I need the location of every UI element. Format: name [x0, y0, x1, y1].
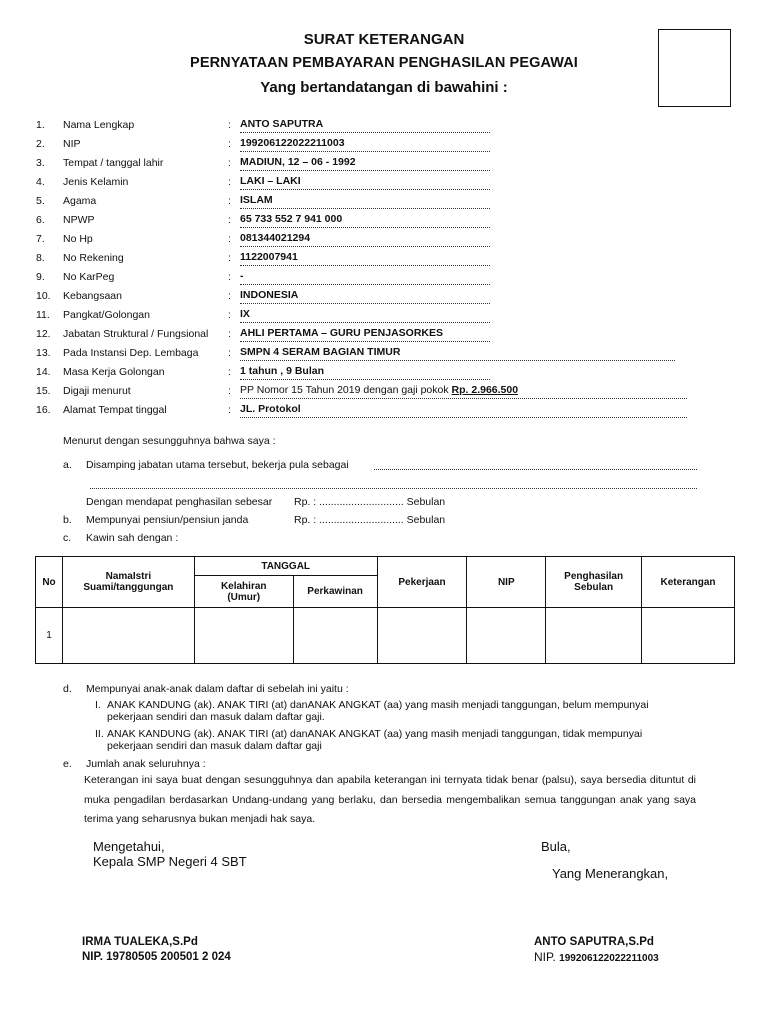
field-value[interactable]: -: [240, 270, 490, 285]
field-colon: :: [228, 385, 231, 397]
header-nip: NIP: [467, 557, 546, 608]
item-c-num: c.: [63, 532, 72, 544]
field-label: No Rekening: [63, 252, 124, 264]
field-colon: :: [228, 176, 231, 188]
item-e-text: Jumlah anak seluruhnya :: [86, 758, 206, 770]
header-name: NamaIstri Suami/tanggungan: [62, 557, 194, 608]
item-c-text: Kawin sah dengan :: [86, 532, 179, 544]
header-pekerjaan: Pekerjaan: [377, 557, 467, 608]
field-label: Agama: [63, 195, 97, 207]
field-number: 13.: [36, 347, 51, 359]
field-value[interactable]: ISLAM: [240, 194, 490, 209]
field-value[interactable]: ANTO SAPUTRA: [240, 118, 490, 133]
item-a-fill-line-2[interactable]: [90, 488, 697, 489]
field-number: 9.: [36, 271, 45, 283]
field-colon: :: [228, 138, 231, 150]
field-label: Alamat Tempat tinggal: [63, 404, 167, 416]
header-kelahiran: Kelahiran (Umur): [194, 576, 293, 608]
field-value[interactable]: 1122007941: [240, 251, 490, 266]
field-label: No KarPeg: [63, 271, 115, 283]
field-value-amount: Rp. 2.966.500: [451, 384, 519, 396]
cell-perkawinan[interactable]: [293, 608, 377, 664]
field-number: 14.: [36, 366, 51, 378]
field-number: 5.: [36, 195, 45, 207]
field-value[interactable]: LAKI – LAKI: [240, 175, 490, 190]
item-ii-num: II.: [95, 728, 104, 740]
sign-left-name: IRMA TUALEKA,S.Pd: [82, 936, 198, 948]
cell-kelahiran[interactable]: [194, 608, 293, 664]
field-value-prefix: PP Nomor 15 Tahun 2019 dengan gaji pokok: [240, 384, 452, 396]
item-ii-line2: pekerjaan sendiri dan masuk dalam daftar gaji: [107, 740, 322, 752]
document-subtitle: PERNYATAAN PEMBAYARAN PENGHASILAN PEGAWAI: [190, 55, 578, 71]
field-colon: :: [228, 214, 231, 226]
field-colon: :: [228, 195, 231, 207]
item-i-line1: ANAK KANDUNG (ak). ANAK TIRI (at) danANAK ANGKAT (aa) yang masih menjadi tanggungan, belum mempunyai: [107, 699, 649, 711]
field-number: 15.: [36, 385, 51, 397]
sign-left-nip: NIP. 19780505 200501 2 024: [82, 951, 231, 963]
field-colon: :: [228, 366, 231, 378]
header-perkawinan: Perkawinan: [293, 576, 377, 608]
field-label: Digaji menurut: [63, 385, 131, 397]
field-number: 6.: [36, 214, 45, 226]
field-label: NIP: [63, 138, 81, 150]
field-colon: :: [228, 233, 231, 245]
item-d-num: d.: [63, 683, 72, 695]
field-label: No Hp: [63, 233, 93, 245]
field-value[interactable]: 199206122022211003: [240, 137, 490, 152]
field-value[interactable]: IX: [240, 308, 490, 323]
field-value[interactable]: INDONESIA: [240, 289, 490, 304]
table-row: [36, 608, 735, 664]
item-i-line2: pekerjaan sendiri dan masuk dalam daftar gaji.: [107, 711, 325, 723]
field-number: 10.: [36, 290, 51, 302]
field-label: Jenis Kelamin: [63, 176, 129, 188]
document-title: SURAT KETERANGAN: [303, 31, 465, 48]
sign-right-place: Bula,: [541, 839, 571, 854]
field-row: [0, 155, 768, 172]
header-no: No: [36, 557, 63, 608]
header-tanggal: TANGGAL: [194, 557, 377, 576]
field-label: Nama Lengkap: [63, 119, 135, 131]
field-row: [0, 136, 768, 153]
cell-keterangan[interactable]: [642, 608, 735, 664]
field-row: [0, 174, 768, 191]
field-number: 7.: [36, 233, 45, 245]
field-row: [0, 364, 768, 381]
field-row: [0, 383, 768, 400]
field-row: [0, 402, 768, 419]
document-intro: Yang bertandatangan di bawahini :: [260, 79, 508, 96]
row-no: 1: [36, 608, 63, 664]
field-row: [0, 269, 768, 286]
field-value[interactable]: SMPN 4 SERAM BAGIAN TIMUR: [240, 346, 675, 361]
cell-nip[interactable]: [467, 608, 546, 664]
field-row: [0, 117, 768, 134]
cell-name[interactable]: [62, 608, 194, 664]
field-row: [0, 345, 768, 362]
item-a-rp: Rp. : ............................. Sebulan: [294, 496, 446, 508]
field-number: 3.: [36, 157, 45, 169]
field-value[interactable]: [240, 384, 687, 399]
field-colon: :: [228, 252, 231, 264]
field-number: 8.: [36, 252, 45, 264]
field-colon: :: [228, 309, 231, 321]
sign-left-position: Kepala SMP Negeri 4 SBT: [93, 854, 247, 869]
cell-penghasilan[interactable]: [546, 608, 642, 664]
item-ii-line1: ANAK KANDUNG (ak). ANAK TIRI (at) danANAK ANGKAT (aa) yang masih menjadi tanggungan, tidak mempunyai: [107, 728, 643, 740]
field-number: 16.: [36, 404, 51, 416]
field-row: [0, 250, 768, 267]
field-label: Masa Kerja Golongan: [63, 366, 165, 378]
sign-left-label: Mengetahui,: [93, 839, 165, 854]
field-colon: :: [228, 347, 231, 359]
field-number: 1.: [36, 119, 45, 131]
field-number: 11.: [36, 309, 50, 321]
field-number: 12.: [36, 328, 51, 340]
field-number: 2.: [36, 138, 45, 150]
field-colon: :: [228, 119, 231, 131]
spouse-table: [35, 556, 735, 664]
closing-paragraph: Keterangan ini saya buat dengan sesungguhnya dan apabila keterangan ini ternyata tidak benar (palsu), saya bersedia dituntut di muka pengadilan berdasarkan Undang-undang yang berlaku, dan bersedia mengembalikan semua tanggungan anak yang saya terima yang seharusnya bukan menjadi hak saya.: [84, 774, 696, 825]
item-a-fill-line[interactable]: [374, 469, 697, 470]
field-colon: :: [228, 271, 231, 283]
item-b-text: Mempunyai pensiun/pensiun janda: [86, 514, 249, 526]
item-a-num: a.: [63, 459, 72, 471]
field-row: [0, 231, 768, 248]
field-label: Jabatan Struktural / Fungsional: [63, 328, 209, 340]
field-colon: :: [228, 290, 231, 302]
cell-pekerjaan[interactable]: [377, 608, 467, 664]
field-value[interactable]: MADIUN, 12 – 06 - 1992: [240, 156, 490, 171]
field-number: 4.: [36, 176, 45, 188]
field-label: Kebangsaan: [63, 290, 122, 302]
item-e-num: e.: [63, 758, 72, 770]
item-a-text: Disamping jabatan utama tersebut, bekerja pula sebagai: [86, 459, 349, 471]
field-row: [0, 326, 768, 343]
field-colon: :: [228, 328, 231, 340]
field-label: Tempat / tanggal lahir: [63, 157, 164, 169]
header-penghasilan: Penghasilan Sebulan: [546, 557, 642, 608]
field-row: [0, 212, 768, 229]
sign-right-name: ANTO SAPUTRA,S.Pd: [534, 936, 654, 948]
field-row: [0, 288, 768, 305]
header-keterangan: Keterangan: [642, 557, 735, 608]
field-row: [0, 307, 768, 324]
item-i-num: I.: [95, 699, 101, 711]
field-label: Pada Instansi Dep. Lembaga: [63, 347, 199, 359]
field-label: Pangkat/Golongan: [63, 309, 150, 321]
field-value[interactable]: 65 733 552 7 941 000: [240, 213, 490, 228]
item-a-income: Dengan mendapat penghasilan sebesar: [86, 496, 273, 508]
field-value[interactable]: 1 tahun , 9 Bulan: [240, 365, 490, 380]
item-b-rp: Rp. : ............................. Sebulan: [294, 514, 446, 526]
sign-right-role: Yang Menerangkan,: [552, 866, 669, 881]
field-value[interactable]: AHLI PERTAMA – GURU PENJASORKES: [240, 327, 490, 342]
field-value[interactable]: 081344021294: [240, 232, 490, 247]
field-colon: :: [228, 157, 231, 169]
sign-right-nip: NIP. 199206122022211003: [534, 950, 659, 964]
field-row: [0, 193, 768, 210]
item-d-text: Mempunyai anak-anak dalam daftar di sebelah ini yaitu :: [86, 683, 349, 695]
item-b-num: b.: [63, 514, 72, 526]
statement-intro: Menurut dengan sesungguhnya bahwa saya :: [63, 435, 276, 447]
field-value[interactable]: JL. Protokol: [240, 403, 687, 418]
field-label: NPWP: [63, 214, 95, 226]
field-colon: :: [228, 404, 231, 416]
